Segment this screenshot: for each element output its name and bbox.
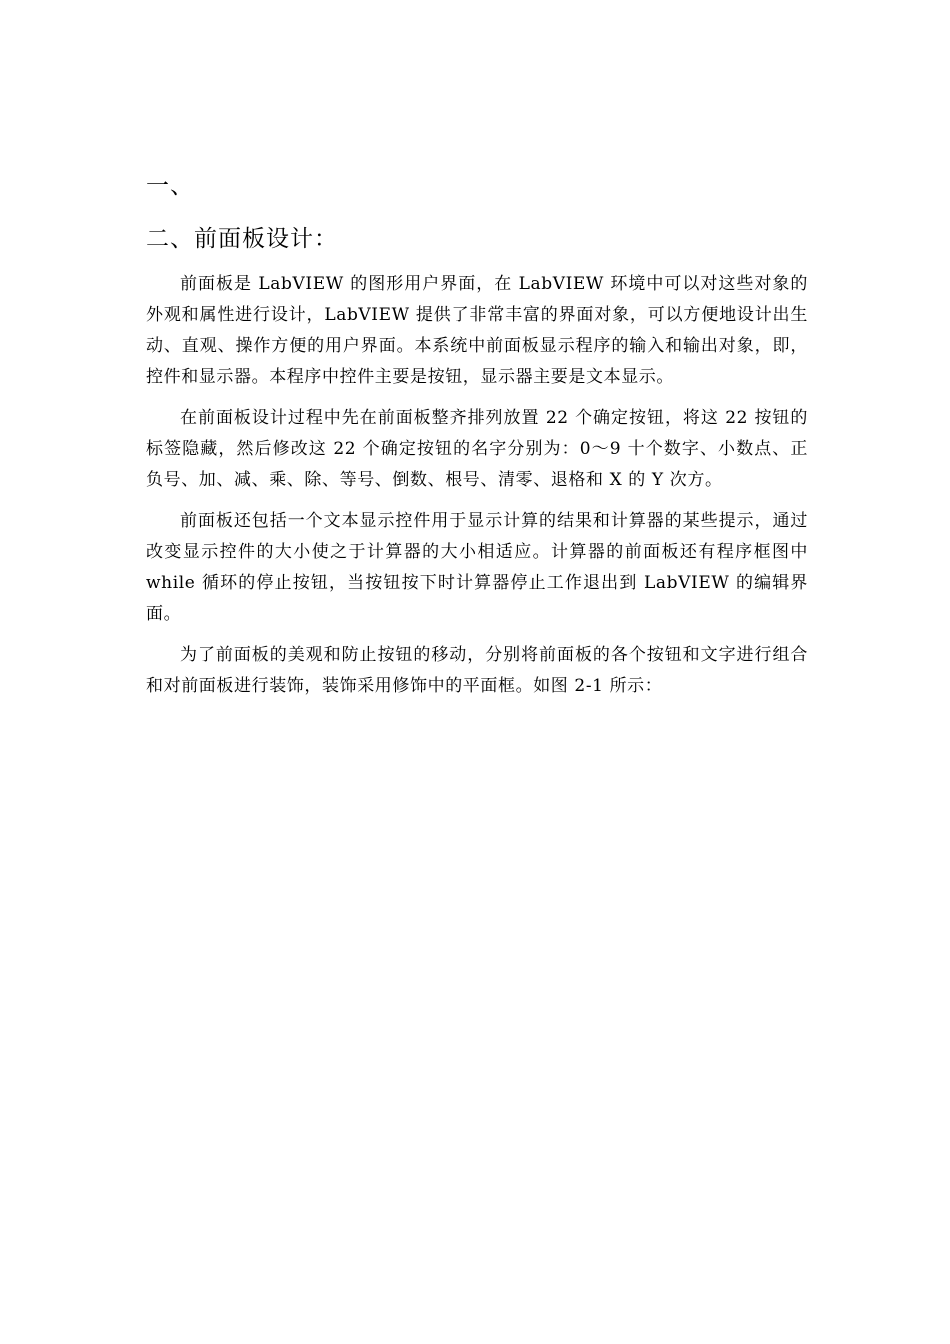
section-heading-2: 二、前面板设计： <box>146 226 338 252</box>
section-heading-1: 一、 <box>146 173 194 199</box>
paragraph-front-panel-intro: 前面板是 LabVIEW 的图形用户界面，在 LabVIEW 环境中可以对这些对象的外观和属性进行设计，LabVIEW 提供了非常丰富的界面对象，可以方便地设计出生动、直观、操作方便的用户界面。本系统中前面板显示程序的输入和输出对象，即，控件和显示器。本程序中控件主要是按钮，显示器主要是文本显示。 <box>146 274 808 387</box>
document-page <box>146 168 808 712</box>
paragraph-decoration: 为了前面板的美观和防止按钮的移动，分别将前面板的各个按钮和文字进行组合和对前面板进行装饰，装饰采用修饰中的平面框。如图 2-1 所示： <box>146 645 808 696</box>
paragraph-text-display: 前面板还包括一个文本显示控件用于显示计算的结果和计算器的某些提示，通过改变显示控件的大小使之于计算器的大小相适应。计算器的前面板还有程序框图中 while 循环的停止按钮，当按钮按下时计算器停止工作退出到 LabVIEW 的编辑界面。 <box>146 511 808 624</box>
paragraph-button-layout: 在前面板设计过程中先在前面板整齐排列放置 22 个确定按钮，将这 22 按钮的标签隐藏，然后修改这 22 个确定按钮的名字分别为：0～9 十个数字、小数点、正负号、加、减、乘、除、等号、倒数、根号、清零、退格和 X 的 Y 次方。 <box>146 408 808 490</box>
